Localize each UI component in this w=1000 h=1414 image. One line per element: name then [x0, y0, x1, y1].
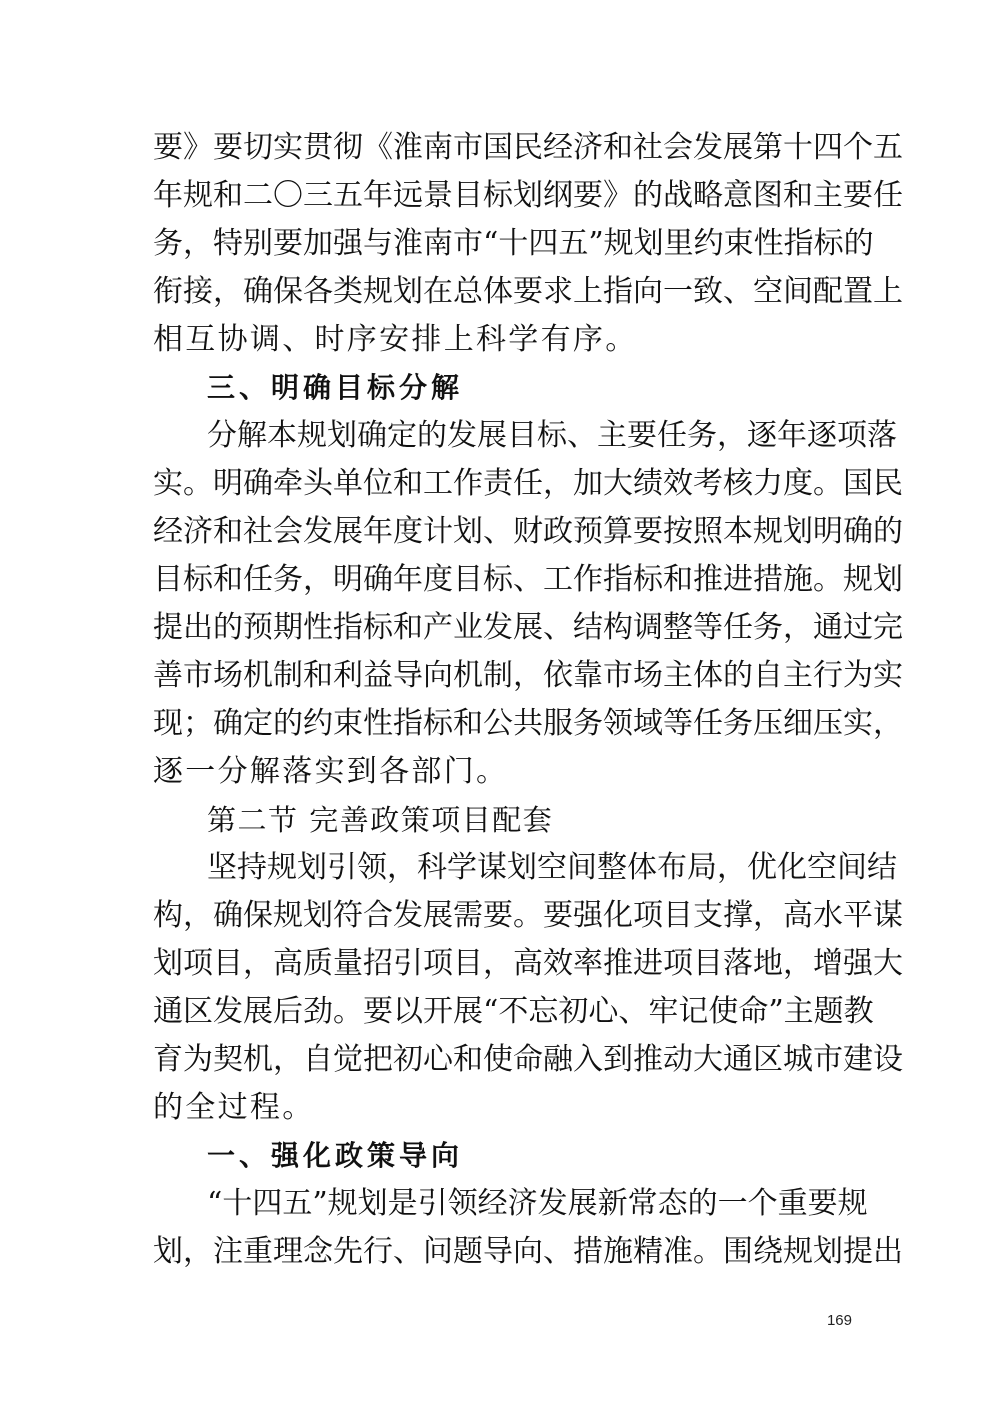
- body-text-line: 通区发展后劲。要以开展“不忘初心、牢记使命”主题教: [153, 994, 874, 1029]
- body-text-line: 划，注重理念先行、问题导向、措施精准。围绕规划提出: [153, 1234, 903, 1269]
- body-text-line: 划项目，高质量招引项目，高效率推进项目落地，增强大: [153, 946, 903, 981]
- section-heading-3: 三、明确目标分解: [207, 371, 464, 404]
- page-number: 169: [826, 1312, 852, 1329]
- section-heading-2: 第二节 完善政策项目配套: [207, 803, 554, 837]
- body-text-line: 实。明确牵头单位和工作责任，加大绩效考核力度。国民: [153, 466, 903, 501]
- body-text-line: 要》要切实贯彻《淮南市国民经济和社会发展第十四个五: [153, 130, 903, 165]
- section-heading-3: 一、强化政策导向: [207, 1139, 464, 1172]
- body-text-line: 相互协调、时序安排上科学有序。: [153, 322, 638, 357]
- body-text-line: 目标和任务，明确年度目标、工作指标和推进措施。规划: [153, 562, 903, 597]
- body-text-line: 善市场机制和利益导向机制，依靠市场主体的自主行为实: [153, 658, 903, 693]
- body-text-line: 衔接，确保各类规划在总体要求上指向一致、空间配置上: [153, 274, 903, 309]
- body-text-line: 现；确定的约束性指标和公共服务领域等任务压细压实，: [153, 706, 903, 741]
- body-text-line: 育为契机，自觉把初心和使命融入到推动大通区城市建设: [153, 1042, 903, 1077]
- body-text-line: 逐一分解落实到各部门。: [153, 754, 509, 789]
- body-text-line: 提出的预期性指标和产业发展、结构调整等任务，通过完: [153, 610, 903, 645]
- body-text-line: 构，确保规划符合发展需要。要强化项目支撑，高水平谋: [153, 898, 903, 933]
- body-text-line: 的全过程。: [153, 1090, 315, 1125]
- body-text-line: 年规和二〇三五年远景目标划纲要》的战略意图和主要任: [153, 178, 903, 213]
- body-text-line: 分解本规划确定的发展目标、主要任务，逐年逐项落: [207, 418, 897, 453]
- body-text-line: 坚持规划引领，科学谋划空间整体布局，优化空间结: [207, 850, 897, 885]
- body-text-line: “十四五”规划是引领经济发展新常态的一个重要规: [207, 1186, 868, 1221]
- body-text-line: 务，特别要加强与淮南市“十四五”规划里约束性指标的: [153, 226, 874, 261]
- body-text-line: 经济和社会发展年度计划、财政预算要按照本规划明确的: [153, 514, 903, 549]
